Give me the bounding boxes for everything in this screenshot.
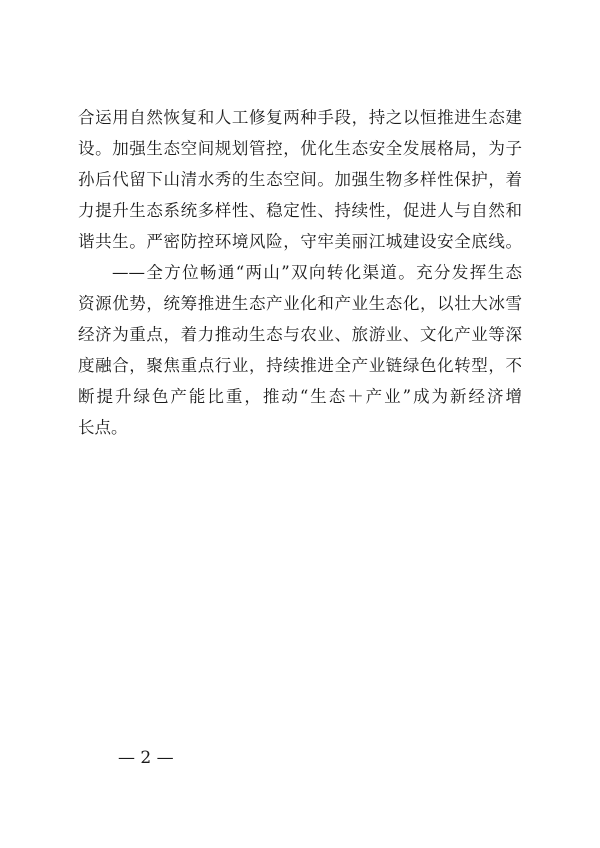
text-line: 合运用自然恢复和人工修复两种手段，持之以恒推进生态建: [78, 108, 522, 127]
paragraph: [78, 257, 522, 443]
body-text: [78, 102, 522, 443]
paragraph: [78, 102, 522, 257]
text-line: 度融合，聚焦重点行业，持续推进全产业链绿色化转型，不: [78, 356, 522, 375]
text-line: 孙后代留下山清水秀的生态空间。加强生物多样性保护，着: [78, 170, 522, 189]
text-line: 长点。: [78, 418, 128, 437]
text-line: 资源优势，统筹推进生态产业化和产业生态化，以壮大冰雪: [78, 294, 522, 313]
text-line: 经济为重点，着力推动生态与农业、旅游业、文化产业等深: [78, 325, 522, 344]
text-line: 设。加强生态空间规划管控，优化生态安全发展格局，为子: [78, 139, 522, 158]
text-line: 断提升绿色产能比重，推动“生态＋产业”成为新经济增: [78, 387, 522, 406]
text-line: 力提升生态系统多样性、稳定性、持续性，促进人与自然和: [78, 201, 522, 220]
page-number: — 2 —: [118, 748, 174, 768]
text-line: ——全方位畅通“两山”双向转化渠道。充分发挥生态: [112, 263, 522, 282]
text-line: 谐共生。严密防控环境风险，守牢美丽江城建设安全底线。: [78, 232, 522, 251]
